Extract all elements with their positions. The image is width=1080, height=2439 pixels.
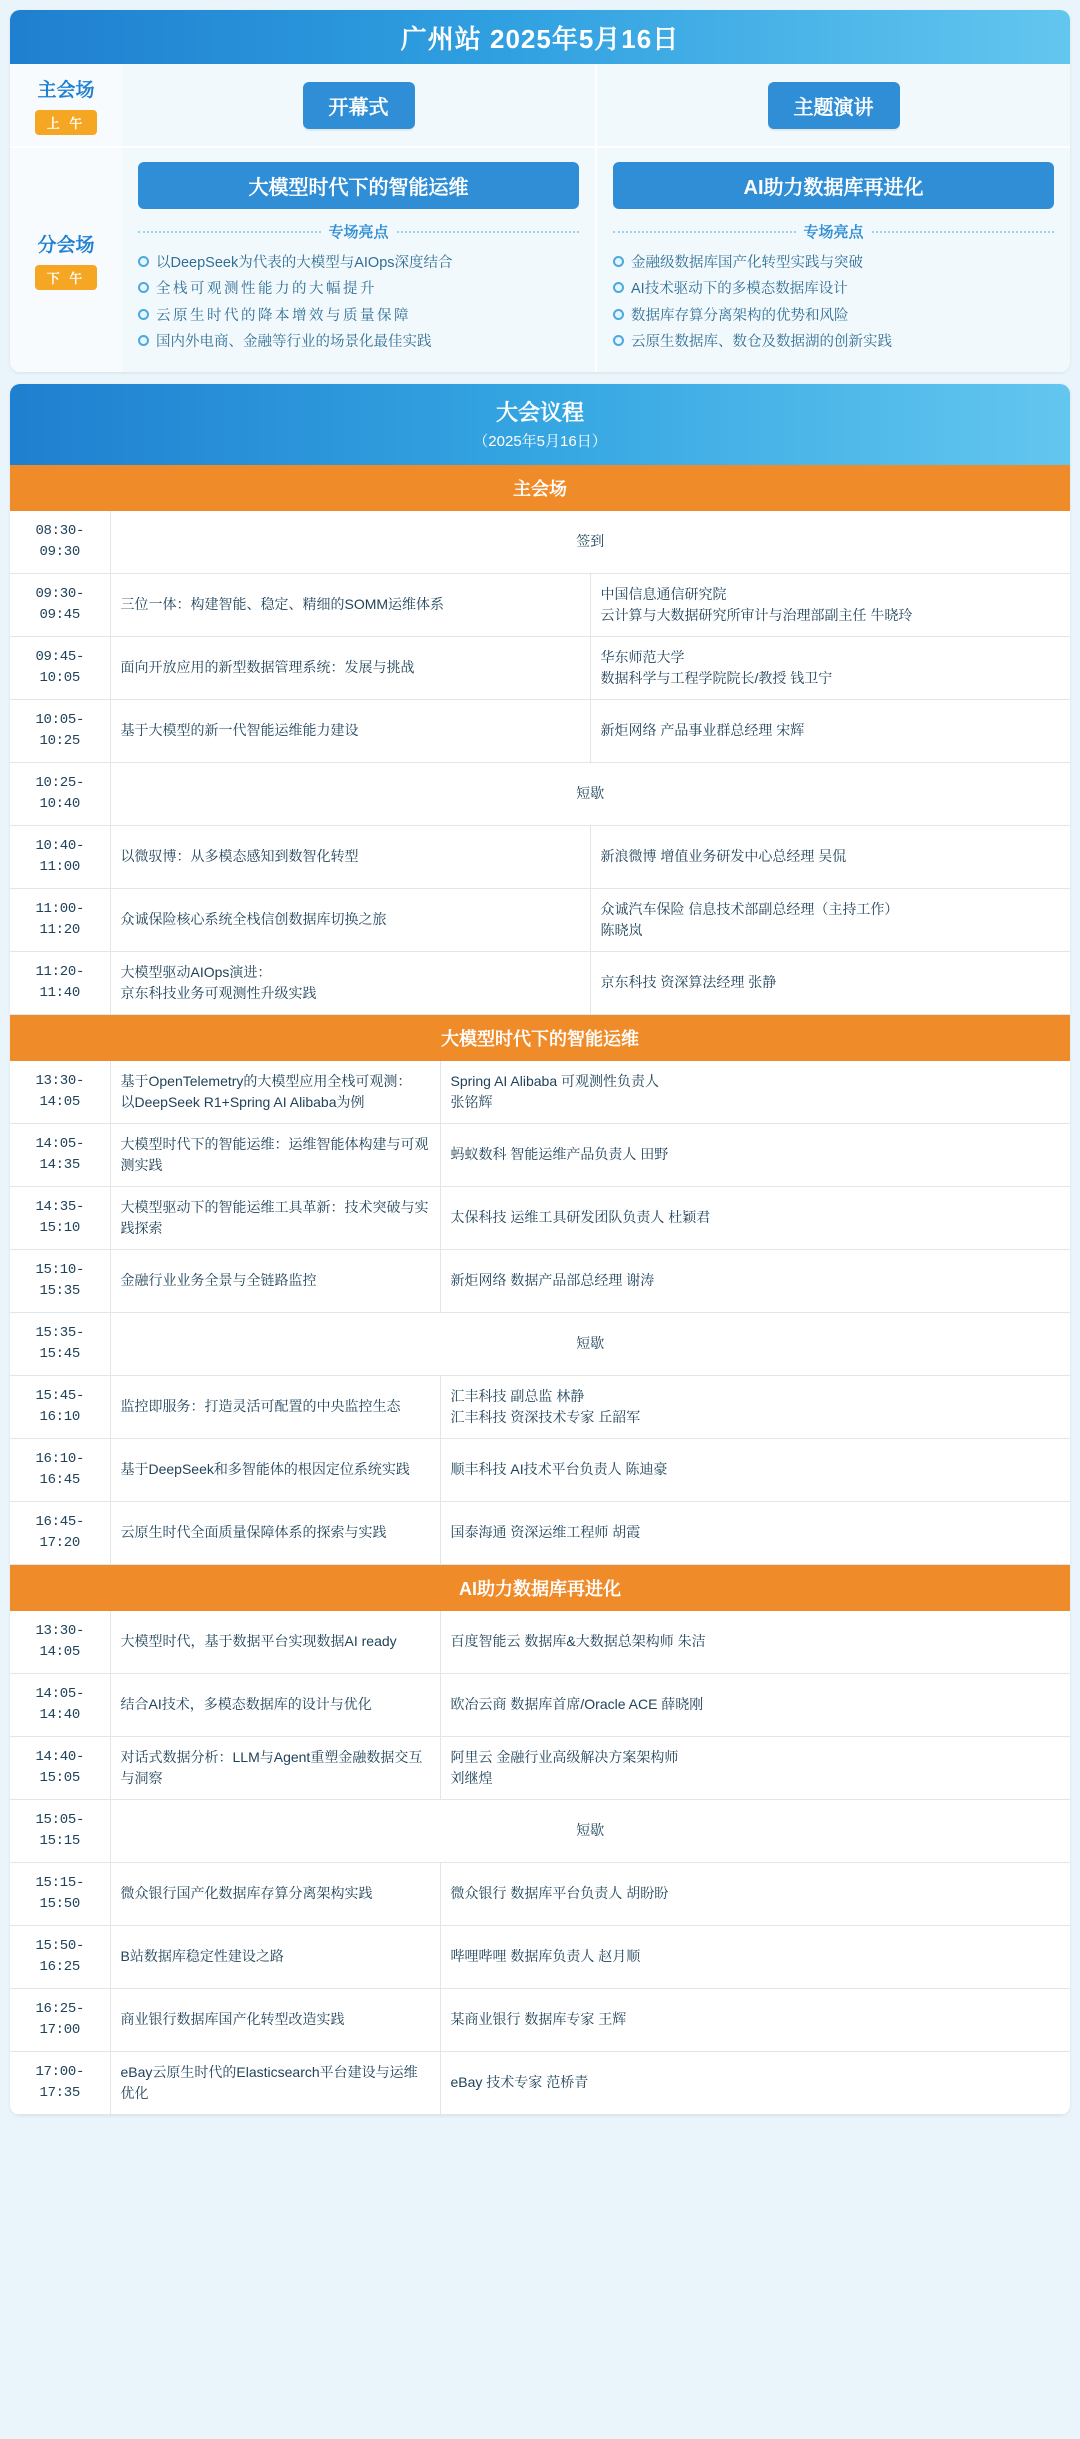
- bullet-icon: [613, 309, 624, 320]
- session-time: 13:30-14:05: [10, 1061, 110, 1124]
- track-database-highlight-head: [613, 221, 1054, 242]
- session-speaker: 众诚汽车保险 信息技术部副总经理（主持工作） 陈晓岚: [590, 888, 1070, 951]
- list-item: [613, 276, 1054, 302]
- session-time: 09:30-09:45: [10, 573, 110, 636]
- session-speaker: 某商业银行 数据库专家 王辉: [440, 1988, 1070, 2051]
- agenda-header: [10, 384, 1070, 465]
- session-speaker: 百度智能云 数据库&大数据总架构师 朱洁: [440, 1611, 1070, 1674]
- point-text: 以DeepSeek为代表的大模型与AIOps深度结合: [156, 255, 453, 271]
- table-row: [10, 1501, 1070, 1564]
- session-speaker: 京东科技 资深算法经理 张静: [590, 951, 1070, 1014]
- point-text: 数据库存算分离架构的优势和风险: [631, 307, 849, 324]
- session-time: 11:00-11:20: [10, 888, 110, 951]
- table-row: [10, 888, 1070, 951]
- keynote-pill: 主题演讲: [768, 82, 900, 129]
- session-break: 短歇: [110, 762, 1070, 825]
- track-aiops-title: 大模型时代下的智能运维: [138, 162, 579, 209]
- session-speaker: eBay 技术专家 范桥青: [440, 2051, 1070, 2114]
- session-time: 17:00-17:35: [10, 2051, 110, 2114]
- point-text: AI技术驱动下的多模态数据库设计: [631, 281, 848, 298]
- session-speaker: 阿里云 金融行业高级解决方案架构师 刘继煌: [440, 1736, 1070, 1799]
- session-speaker: 新浪微博 增值业务研发中心总经理 吴侃: [590, 825, 1070, 888]
- session-time: 14:40-15:05: [10, 1736, 110, 1799]
- session-speaker: 微众银行 数据库平台负责人 胡盼盼: [440, 1862, 1070, 1925]
- session-topic: B站数据库稳定性建设之路: [110, 1925, 440, 1988]
- list-item: [138, 250, 579, 276]
- session-break: 短歇: [110, 1312, 1070, 1375]
- main-venue-name: 主会场: [37, 80, 95, 101]
- session-speaker: 中国信息通信研究院 云计算与大数据研究所审计与治理部副主任 牛晓玲: [590, 573, 1070, 636]
- table-row: [10, 1186, 1070, 1249]
- banner-title: 广州站 2025年5月16日: [400, 23, 680, 54]
- highlight-label-1: 专场亮点: [328, 224, 389, 241]
- table-row: [10, 951, 1070, 1014]
- session-topic: 大模型驱动下的智能运维工具革新：技术突破与实践探索: [110, 1186, 440, 1249]
- table-row: [10, 511, 1070, 574]
- session-topic: 基于DeepSeek和多智能体的根因定位系统实践: [110, 1438, 440, 1501]
- table-row: [10, 1862, 1070, 1925]
- session-time: 15:45-16:10: [10, 1375, 110, 1438]
- agenda-table: [10, 1061, 1070, 1565]
- session-topic: 大模型时代下的智能运维：运维智能体构建与可观测实践: [110, 1123, 440, 1186]
- main-venue-label: [10, 64, 122, 146]
- session-time: 15:50-16:25: [10, 1925, 110, 1988]
- session-topic: 微众银行国产化数据库存算分离架构实践: [110, 1862, 440, 1925]
- sub-venue-row: [10, 148, 1070, 372]
- agenda-section-header: AI助力数据库再进化: [10, 1565, 1070, 1611]
- table-row: [10, 1799, 1070, 1862]
- point-text: 云原生时代的降本增效与质量保障: [156, 307, 411, 324]
- session-speaker: 蚂蚁数科 智能运维产品负责人 田野: [440, 1123, 1070, 1186]
- session-topic: 监控即服务：打造灵活可配置的中央监控生态: [110, 1375, 440, 1438]
- session-topic: 大模型驱动AIOps演进： 京东科技业务可观测性升级实践: [110, 951, 590, 1014]
- session-time: 10:05-10:25: [10, 699, 110, 762]
- session-speaker: 国泰海通 资深运维工程师 胡霞: [440, 1501, 1070, 1564]
- track-aiops: [122, 148, 595, 372]
- list-item: [138, 329, 579, 355]
- session-time: 11:20-11:40: [10, 951, 110, 1014]
- bullet-icon: [613, 335, 624, 346]
- session-time: 16:25-17:00: [10, 1988, 110, 2051]
- table-row: [10, 699, 1070, 762]
- session-topic: 商业银行数据库国产化转型改造实践: [110, 1988, 440, 2051]
- session-topic: eBay云原生时代的Elasticsearch平台建设与运维优化: [110, 2051, 440, 2114]
- bullet-icon: [138, 309, 149, 320]
- opening-ceremony-cell: [122, 64, 595, 146]
- session-topic: 三位一体：构建智能、稳定、精细的SOMM运维体系: [110, 573, 590, 636]
- table-row: [10, 762, 1070, 825]
- list-item: [613, 303, 1054, 329]
- list-item: [138, 276, 579, 302]
- track-database-title: AI助力数据库再进化: [613, 162, 1054, 209]
- session-topic: 大模型时代，基于数据平台实现数据AI ready: [110, 1611, 440, 1674]
- session-topic: 结合AI技术，多模态数据库的设计与优化: [110, 1673, 440, 1736]
- session-speaker: 欧冶云商 数据库首席/Oracle ACE 薛晓刚: [440, 1673, 1070, 1736]
- session-speaker: 顺丰科技 AI技术平台负责人 陈迪豪: [440, 1438, 1070, 1501]
- table-row: [10, 1375, 1070, 1438]
- table-row: [10, 1312, 1070, 1375]
- point-text: 金融级数据库国产化转型实践与突破: [631, 255, 863, 271]
- main-venue-row: [10, 64, 1070, 148]
- table-row: [10, 2051, 1070, 2114]
- session-speaker: 太保科技 运维工具研发团队负责人 杜颖君: [440, 1186, 1070, 1249]
- bullet-icon: [613, 256, 624, 267]
- session-time: 14:05-14:40: [10, 1673, 110, 1736]
- agenda-body: [10, 465, 1070, 2115]
- table-row: [10, 1736, 1070, 1799]
- session-speaker: 华东师范大学 数据科学与工程学院院长/教授 钱卫宁: [590, 636, 1070, 699]
- opening-ceremony-pill: 开幕式: [303, 82, 415, 129]
- session-time: 13:30-14:05: [10, 1611, 110, 1674]
- table-row: [10, 1673, 1070, 1736]
- session-time: 15:05-15:15: [10, 1799, 110, 1862]
- table-row: [10, 1611, 1070, 1674]
- session-speaker: 哔哩哔哩 数据库负责人 赵月顺: [440, 1925, 1070, 1988]
- agenda-table: [10, 511, 1070, 1015]
- session-time: 10:40-11:00: [10, 825, 110, 888]
- sub-venue-timetag: 下 午: [35, 265, 98, 290]
- list-item: [613, 329, 1054, 355]
- dash-left: [613, 231, 796, 233]
- session-speaker: 新炬网络 产品事业群总经理 宋辉: [590, 699, 1070, 762]
- session-topic: 面向开放应用的新型数据管理系统：发展与挑战: [110, 636, 590, 699]
- session-topic: 基于大模型的新一代智能运维能力建设: [110, 699, 590, 762]
- session-time: 16:10-16:45: [10, 1438, 110, 1501]
- track-database-points: [613, 250, 1054, 356]
- session-topic: 对话式数据分析：LLM与Agent重塑金融数据交互与洞察: [110, 1736, 440, 1799]
- session-speaker: 汇丰科技 副总监 林静 汇丰科技 资深技术专家 丘韶军: [440, 1375, 1070, 1438]
- session-topic: 基于OpenTelemetry的大模型应用全栈可观测： 以DeepSeek R1+Spring AI Alibaba为例: [110, 1061, 440, 1124]
- session-time: 09:45-10:05: [10, 636, 110, 699]
- dash-left: [138, 231, 321, 233]
- bullet-icon: [138, 282, 149, 293]
- table-row: [10, 1249, 1070, 1312]
- session-topic: 云原生时代全面质量保障体系的探索与实践: [110, 1501, 440, 1564]
- sub-venue-label: [10, 148, 122, 372]
- event-banner: [10, 10, 1070, 64]
- dash-right: [872, 231, 1055, 233]
- session-time: 08:30-09:30: [10, 511, 110, 574]
- session-topic: 众诚保险核心系统全栈信创数据库切换之旅: [110, 888, 590, 951]
- session-topic: 以微驭博：从多模态感知到数智化转型: [110, 825, 590, 888]
- list-item: [613, 250, 1054, 276]
- session-speaker: 新炬网络 数据产品部总经理 谢涛: [440, 1249, 1070, 1312]
- bullet-icon: [138, 335, 149, 346]
- session-time: 14:05-14:35: [10, 1123, 110, 1186]
- table-row: [10, 1925, 1070, 1988]
- table-row: [10, 1988, 1070, 2051]
- track-database: [595, 148, 1070, 372]
- agenda-card: [10, 384, 1070, 2115]
- session-time: 15:35-15:45: [10, 1312, 110, 1375]
- table-row: [10, 636, 1070, 699]
- session-break: 短歇: [110, 1799, 1070, 1862]
- list-item: [138, 303, 579, 329]
- overview-card: [10, 10, 1070, 372]
- agenda-table: [10, 1611, 1070, 2115]
- table-row: [10, 825, 1070, 888]
- point-text: 国内外电商、金融等行业的场景化最佳实践: [156, 334, 432, 351]
- table-row: [10, 573, 1070, 636]
- agenda-subtitle: （2025年5月16日）: [473, 432, 607, 450]
- point-text: 云原生数据库、数仓及数据湖的创新实践: [631, 334, 892, 351]
- point-text: 全栈可观测性能力的大幅提升: [156, 281, 377, 298]
- highlight-label-2: 专场亮点: [803, 224, 864, 241]
- dash-right: [397, 231, 580, 233]
- session-time: 15:10-15:35: [10, 1249, 110, 1312]
- agenda-section-header: 大模型时代下的智能运维: [10, 1015, 1070, 1061]
- agenda-title: 大会议程: [495, 399, 584, 425]
- main-venue-timetag: 上 午: [35, 110, 98, 135]
- session-time: 16:45-17:20: [10, 1501, 110, 1564]
- session-time: 14:35-15:10: [10, 1186, 110, 1249]
- track-aiops-points: [138, 250, 579, 356]
- sub-venue-name: 分会场: [37, 234, 95, 256]
- session-speaker: Spring AI Alibaba 可观测性负责人 张铭辉: [440, 1061, 1070, 1124]
- table-row: [10, 1438, 1070, 1501]
- keynote-cell: [597, 64, 1070, 146]
- bullet-icon: [613, 282, 624, 293]
- session-time: 10:25-10:40: [10, 762, 110, 825]
- table-row: [10, 1061, 1070, 1124]
- agenda-section-header: 主会场: [10, 465, 1070, 511]
- track-aiops-highlight-head: [138, 221, 579, 242]
- bullet-icon: [138, 256, 149, 267]
- session-time: 15:15-15:50: [10, 1862, 110, 1925]
- session-break: 签到: [110, 511, 1070, 574]
- table-row: [10, 1123, 1070, 1186]
- session-topic: 金融行业业务全景与全链路监控: [110, 1249, 440, 1312]
